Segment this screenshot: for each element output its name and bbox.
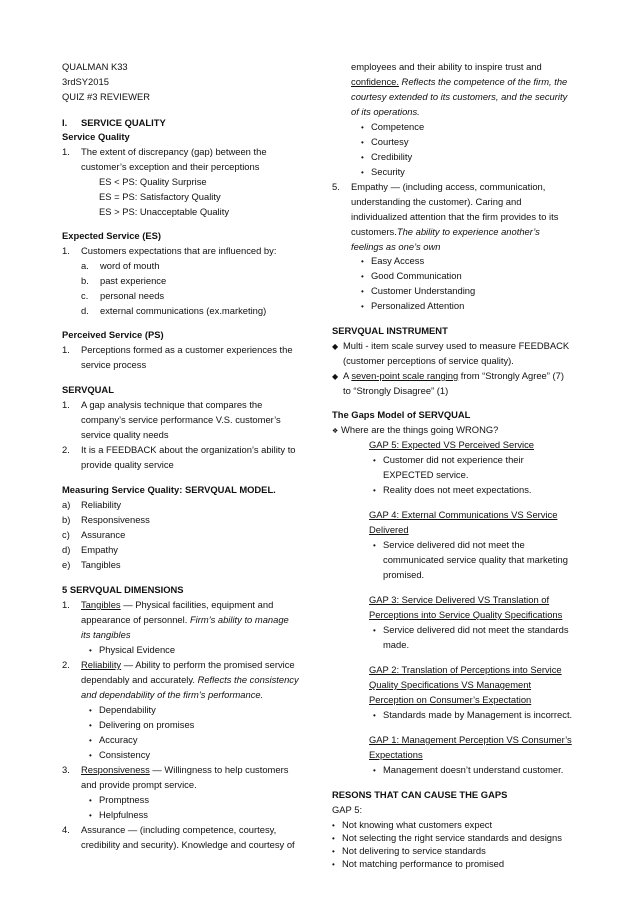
section-1-title: I. SERVICE QUALITY — [62, 117, 166, 128]
assurance-cont: employees and their ability to inspire trust and — [351, 61, 542, 72]
dimension-tangibles-cont: appearance of personnel. Firm’s ability to manage — [81, 614, 289, 625]
es-line: ES > PS: Unacceptable Quality — [99, 206, 230, 217]
instrument-point-1-cont: (customer perceptions of service quality). — [343, 355, 514, 366]
reason-item: • Not selecting the right service standards and designs — [332, 833, 562, 844]
dimension-tangibles-cont: its tangibles — [81, 629, 131, 640]
bullet-item: • Helpfulness — [89, 810, 148, 821]
model-item: e) Tangibles — [62, 559, 121, 570]
dimension-assurance: 4. Assurance — (including competence, courtesy, — [62, 824, 277, 835]
bullet-item: • Security — [361, 167, 405, 178]
sq-item-1: 1. The extent of discrepancy (gap) between the — [62, 146, 267, 157]
servqual-item-1-cont: company’s service performance V.S. customer’s — [81, 414, 281, 425]
gap-2-title: GAP 2: Translation of Perceptions into Service — [369, 664, 562, 675]
bullet-item: • Delivering on promises — [89, 720, 194, 731]
dimension-responsiveness-cont: and provide prompt service. — [81, 779, 197, 790]
bullet-item: • Credibility — [361, 152, 412, 163]
gaps-question: ❖ Where are the things going WRONG? — [332, 425, 498, 436]
header-quiz: QUIZ #3 REVIEWER — [62, 91, 151, 102]
gap-1-title: GAP 1: Management Perception VS Consumer’s — [369, 734, 572, 745]
servqual-heading: SERVQUAL — [62, 384, 114, 395]
dimensions-heading: 5 SERVQUAL DIMENSIONS — [62, 584, 184, 595]
gaps-heading: The Gaps Model of SERVQUAL — [332, 409, 471, 420]
instrument-point-2-cont: to “Strongly Disagree” (1) — [343, 385, 449, 396]
header-course: QUALMAN K33 — [62, 61, 128, 72]
dimension-empathy-cont: understanding the customer). Caring and — [351, 196, 522, 207]
measuring-heading: Measuring Service Quality: SERVQUAL MODEL. — [62, 484, 276, 495]
gap-bullet: • Reality does not meet expectations. — [373, 485, 532, 496]
bullet-item: • Competence — [361, 122, 424, 133]
reason-item: • Not knowing what customers expect — [332, 820, 492, 831]
sq-item-1-cont: customer’s exception and their perceptions — [81, 161, 260, 172]
gap-bullet-cont: promised. — [383, 569, 425, 580]
model-item: d) Empathy — [62, 544, 118, 555]
es-sub-item: a. word of mouth — [81, 260, 160, 271]
gap-bullet: • Service delivered did not meet the standards — [373, 625, 569, 636]
bullet-item: • Personalized Attention — [361, 301, 464, 312]
instrument-point-2: ◆ A seven-point scale ranging from “Strongly Agree” (7) — [332, 371, 564, 382]
gap-2-title-cont: Perception on Consumer’s Expectation — [369, 694, 532, 705]
dimension-assurance-cont: credibility and security). Knowledge and courtesy of — [81, 839, 295, 850]
perceived-service-heading: Perceived Service (PS) — [62, 329, 164, 340]
gap-bullet: • Standards made by Management is incorrect. — [373, 710, 572, 721]
instrument-point-1: ◆ Multi - item scale survey used to measure FEEDBACK — [332, 341, 569, 352]
es-line: ES = PS: Satisfactory Quality — [99, 191, 221, 202]
bullet-item: • Physical Evidence — [89, 645, 175, 656]
servqual-item-1-cont: service quality needs — [81, 429, 169, 440]
gap-5-title: GAP 5: Expected VS Perceived Service — [369, 439, 535, 450]
bullet-item: • Consistency — [89, 750, 150, 761]
servqual-item-2-cont: provide quality service — [81, 459, 174, 470]
gap-2-title-cont: Quality Specifications VS Management — [369, 679, 532, 690]
servqual-item-2: 2. It is a FEEDBACK about the organization’s ability to — [62, 444, 296, 455]
dimension-empathy-cont: customers.The ability to experience another’s — [351, 226, 540, 237]
es-item-1: 1. Customers expectations that are influenced by: — [62, 245, 277, 256]
model-item: b) Responsiveness — [62, 514, 150, 525]
model-item: c) Assurance — [62, 529, 126, 540]
bullet-item: • Easy Access — [361, 256, 424, 267]
dimension-tangibles: 1. Tangibles — Physical facilities, equipment and — [62, 599, 274, 610]
reasons-heading: RESONS THAT CAN CAUSE THE GAPS — [332, 789, 508, 800]
gap-3-title-cont: Perceptions into Service Quality Specifications — [369, 609, 563, 620]
service-quality-heading: Service Quality — [62, 131, 130, 142]
es-sub-item: d. external communications (ex.marketing) — [81, 305, 267, 316]
bullet-item: • Dependability — [89, 705, 156, 716]
gap-bullet-cont: EXPECTED service. — [383, 469, 469, 480]
gap-1-title-cont: Expectations — [369, 749, 423, 760]
assurance-cont: of its operations. — [351, 106, 420, 117]
bullet-item: • Good Communication — [361, 271, 462, 282]
header-term: 3rdSY2015 — [62, 76, 109, 87]
es-line: ES < PS: Quality Surprise — [99, 176, 207, 187]
bullet-item: • Accuracy — [89, 735, 138, 746]
assurance-cont: courtesy extended to its customers, and the security — [351, 91, 568, 102]
bullet-item: • Promptness — [89, 795, 149, 806]
dimension-empathy: 5. Empathy — (including access, communication, — [332, 181, 546, 192]
instrument-heading: SERVQUAL INSTRUMENT — [332, 325, 448, 336]
gap-bullet: • Management doesn’t understand customer. — [373, 765, 563, 776]
gap-4-title: GAP 4: External Communications VS Service — [369, 509, 558, 520]
dimension-empathy-cont: feelings as one’s own — [351, 241, 441, 252]
servqual-item-1: 1. A gap analysis technique that compares the — [62, 399, 263, 410]
gap-bullet-cont: made. — [383, 639, 410, 650]
reasons-gap-label: GAP 5: — [332, 804, 363, 815]
ps-item-1: 1. Perceptions formed as a customer experiences the — [62, 344, 293, 355]
reason-item: • Not matching performance to promised — [332, 859, 504, 870]
dimension-reliability-cont: and dependability of the firm’s performance. — [81, 689, 264, 700]
assurance-cont: confidence. Reflects the competence of the firm, the — [351, 76, 568, 87]
es-sub-item: c. personal needs — [81, 290, 165, 301]
gap-4-title-cont: Delivered — [369, 524, 409, 535]
ps-item-1-cont: service process — [81, 359, 147, 370]
bullet-item: • Courtesy — [361, 137, 409, 148]
model-item: a) Reliability — [62, 499, 122, 510]
expected-service-heading: Expected Service (ES) — [62, 230, 162, 241]
dimension-reliability-cont: dependably and accurately. Reflects the consistency — [81, 674, 299, 685]
bullet-item: • Customer Understanding — [361, 286, 475, 297]
gap-bullet-cont: communicated service quality that marketing — [383, 554, 568, 565]
es-sub-item: b. past experience — [81, 275, 167, 286]
gap-3-title: GAP 3: Service Delivered VS Translation of — [369, 594, 550, 605]
gap-bullet: • Customer did not experience their — [373, 455, 524, 466]
dimension-empathy-cont: individualized attention that the firm provides to its — [351, 211, 559, 222]
gap-bullet: • Service delivered did not meet the — [373, 540, 525, 551]
dimension-responsiveness: 3. Responsiveness — Willingness to help customers — [62, 764, 289, 775]
dimension-reliability: 2. Reliability — Ability to perform the promised service — [62, 659, 295, 670]
reason-item: • Not delivering to service standards — [332, 846, 486, 857]
